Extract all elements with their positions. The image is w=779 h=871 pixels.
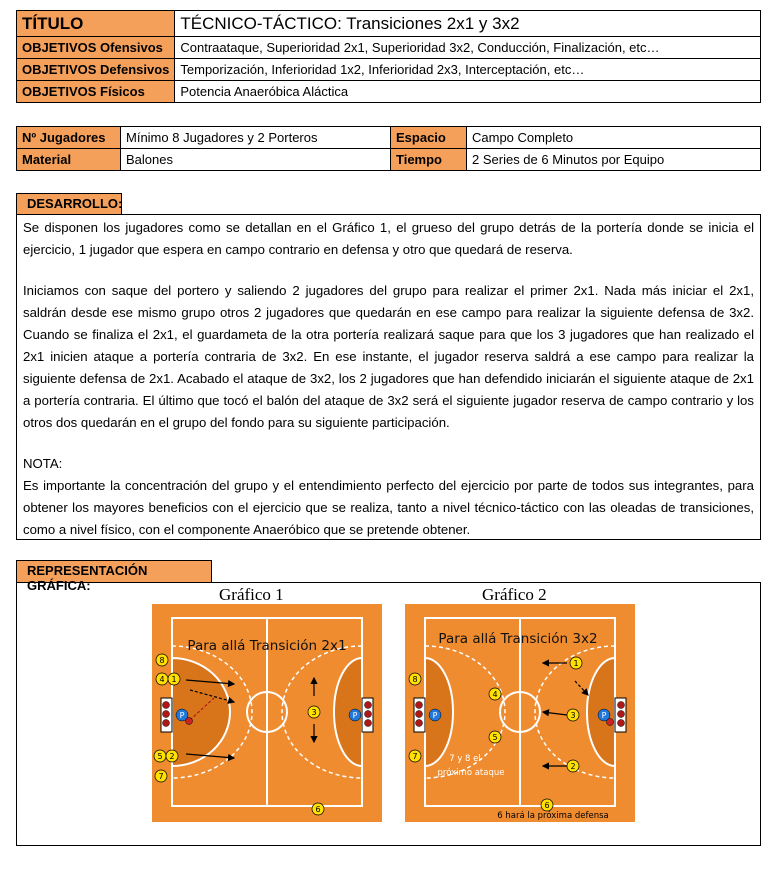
goalkeeper-right: [349, 709, 361, 721]
svg-text:6: 6: [315, 805, 321, 814]
svg-text:1: 1: [573, 659, 579, 668]
svg-text:8: 8: [159, 656, 165, 665]
player-8: [156, 654, 168, 666]
objectives-defensive-label: OBJETIVOS Defensivos: [17, 59, 175, 81]
player-2: [567, 760, 579, 772]
svg-text:P: P: [601, 711, 607, 720]
header-table: [16, 10, 761, 103]
goalkeeper-left: [429, 709, 441, 721]
svg-text:P: P: [352, 711, 358, 720]
note-label: NOTA:: [23, 456, 63, 471]
ball: [186, 718, 193, 725]
player-5: [154, 750, 166, 762]
player-1: [570, 657, 582, 669]
chart1-title: Gráfico 1: [219, 585, 284, 604]
player-1: [168, 673, 180, 685]
court-diagram-1: [152, 604, 382, 822]
player-3: [308, 706, 320, 718]
info-table: [16, 126, 761, 171]
player-4: [156, 673, 168, 685]
note-text: Es importante la concentración del grupo y el entendimiento perfecto del ejercicio por parte de todos sus integrantes, para obtener los mayores beneficios con el ejercicio que se realiza, tanto a nivel técnico-táctico con las oleadas de transiciones, como a nivel físico, con el componente Anaeróbico que se pretende obtener.: [23, 478, 754, 537]
court-diagram-2: [405, 604, 635, 822]
objectives-physical-label: OBJETIVOS Físicos: [17, 81, 175, 103]
objectives-physical-value: Potencia Anaeróbica Aláctica: [175, 81, 761, 103]
development-heading: DESARROLLO:: [16, 193, 122, 215]
svg-text:2: 2: [570, 762, 576, 771]
svg-text:7: 7: [412, 752, 418, 761]
chart2-title: Gráfico 2: [482, 585, 547, 604]
svg-text:4: 4: [492, 690, 498, 699]
time-label: Tiempo: [391, 149, 467, 171]
players-label: Nº Jugadores: [17, 127, 121, 149]
player-5: [489, 731, 501, 743]
player-7: [155, 770, 167, 782]
svg-text:7: 7: [158, 772, 164, 781]
svg-text:P: P: [432, 711, 438, 720]
development-box: [16, 214, 761, 540]
player-2: [166, 750, 178, 762]
ball: [607, 719, 614, 726]
chart2-caption: Para allá Transición 3x2: [438, 631, 598, 647]
players-value: Mínimo 8 Jugadores y 2 Porteros: [121, 127, 391, 149]
svg-text:2: 2: [169, 752, 175, 761]
chart2-note-line1: 7 y 8 el: [449, 754, 481, 764]
svg-text:8: 8: [412, 675, 418, 684]
objectives-offensive-value: Contraataque, Superioridad 2x1, Superioridad 3x2, Conducción, Finalización, etc…: [175, 37, 761, 59]
objectives-offensive-label: OBJETIVOS Ofensivos: [17, 37, 175, 59]
chart2-note-line2: próximo ataque: [437, 768, 505, 778]
balls-right: [365, 702, 372, 727]
material-value: Balones: [121, 149, 391, 171]
svg-text:5: 5: [157, 752, 163, 761]
development-paragraph-1: Se disponen los jugadores como se detallan en el Gráfico 1, el grueso del grupo detrás de la portería donde se inicia el ejercicio, 1 jugador que espera en campo contrario en defensa y otro que quedará de reserva.: [23, 220, 754, 257]
player-6: [541, 799, 553, 811]
balls-left: [416, 702, 423, 727]
balls-right: [618, 702, 625, 727]
chart2-note-bottom: 6 hará la próxima defensa: [497, 811, 609, 821]
space-label: Espacio: [391, 127, 467, 149]
time-value: 2 Series de 6 Minutos por Equipo: [467, 149, 761, 171]
development-paragraph-2: Iniciamos con saque del portero y saliendo 2 jugadores del grupo para realizar el primer 2x1. Nada más iniciar el 2x1, saldrán desde ese mismo grupo otros 2 jugadores que quedarán en ese campo para realizar la siguiente defensa de 3x2. Cuando se finaliza el 2x1, el guardameta de la otra portería realizará saque para que los 3 jugadores que han realizado el 2x1 inicien ataque a portería contraria de 3x2. En ese instante, el jugador reserva saldrá a ese campo para realizar la siguiente defensa de 2x1. Acabado el ataque de 3x2, los 2 jugadores que han defendido iniciarán el siguiente ataque de 2x1 a portería contraria. El último que tocó el balón del ataque de 3x2 será el siguiente jugador reserva de campo contrario y los otros dos quedarán en el grupo del fondo para su siguiente participación.: [23, 283, 754, 430]
title-label: TÍTULO: [17, 11, 175, 37]
graphic-heading: REPRESENTACIÓN GRÁFICA:: [16, 560, 212, 582]
objectives-defensive-value: Temporización, Inferioridad 1x2, Inferioridad 2x3, Interceptación, etc…: [175, 59, 761, 81]
graphic-box: [16, 582, 761, 846]
svg-text:3: 3: [570, 711, 576, 720]
title-value: TÉCNICO-TÁCTICO: Transiciones 2x1 y 3x2: [175, 11, 761, 37]
svg-text:5: 5: [492, 733, 498, 742]
svg-text:6: 6: [544, 801, 550, 810]
space-value: Campo Completo: [467, 127, 761, 149]
balls-left: [163, 702, 170, 727]
svg-text:P: P: [179, 711, 185, 720]
player-6: [312, 803, 324, 815]
material-label: Material: [17, 149, 121, 171]
svg-text:3: 3: [311, 708, 317, 717]
chart1-caption: Para allá Transición 2x1: [187, 638, 347, 654]
player-3: [567, 709, 579, 721]
svg-text:4: 4: [159, 675, 165, 684]
svg-text:1: 1: [171, 675, 177, 684]
player-8: [409, 673, 421, 685]
player-7: [409, 750, 421, 762]
player-4: [489, 688, 501, 700]
